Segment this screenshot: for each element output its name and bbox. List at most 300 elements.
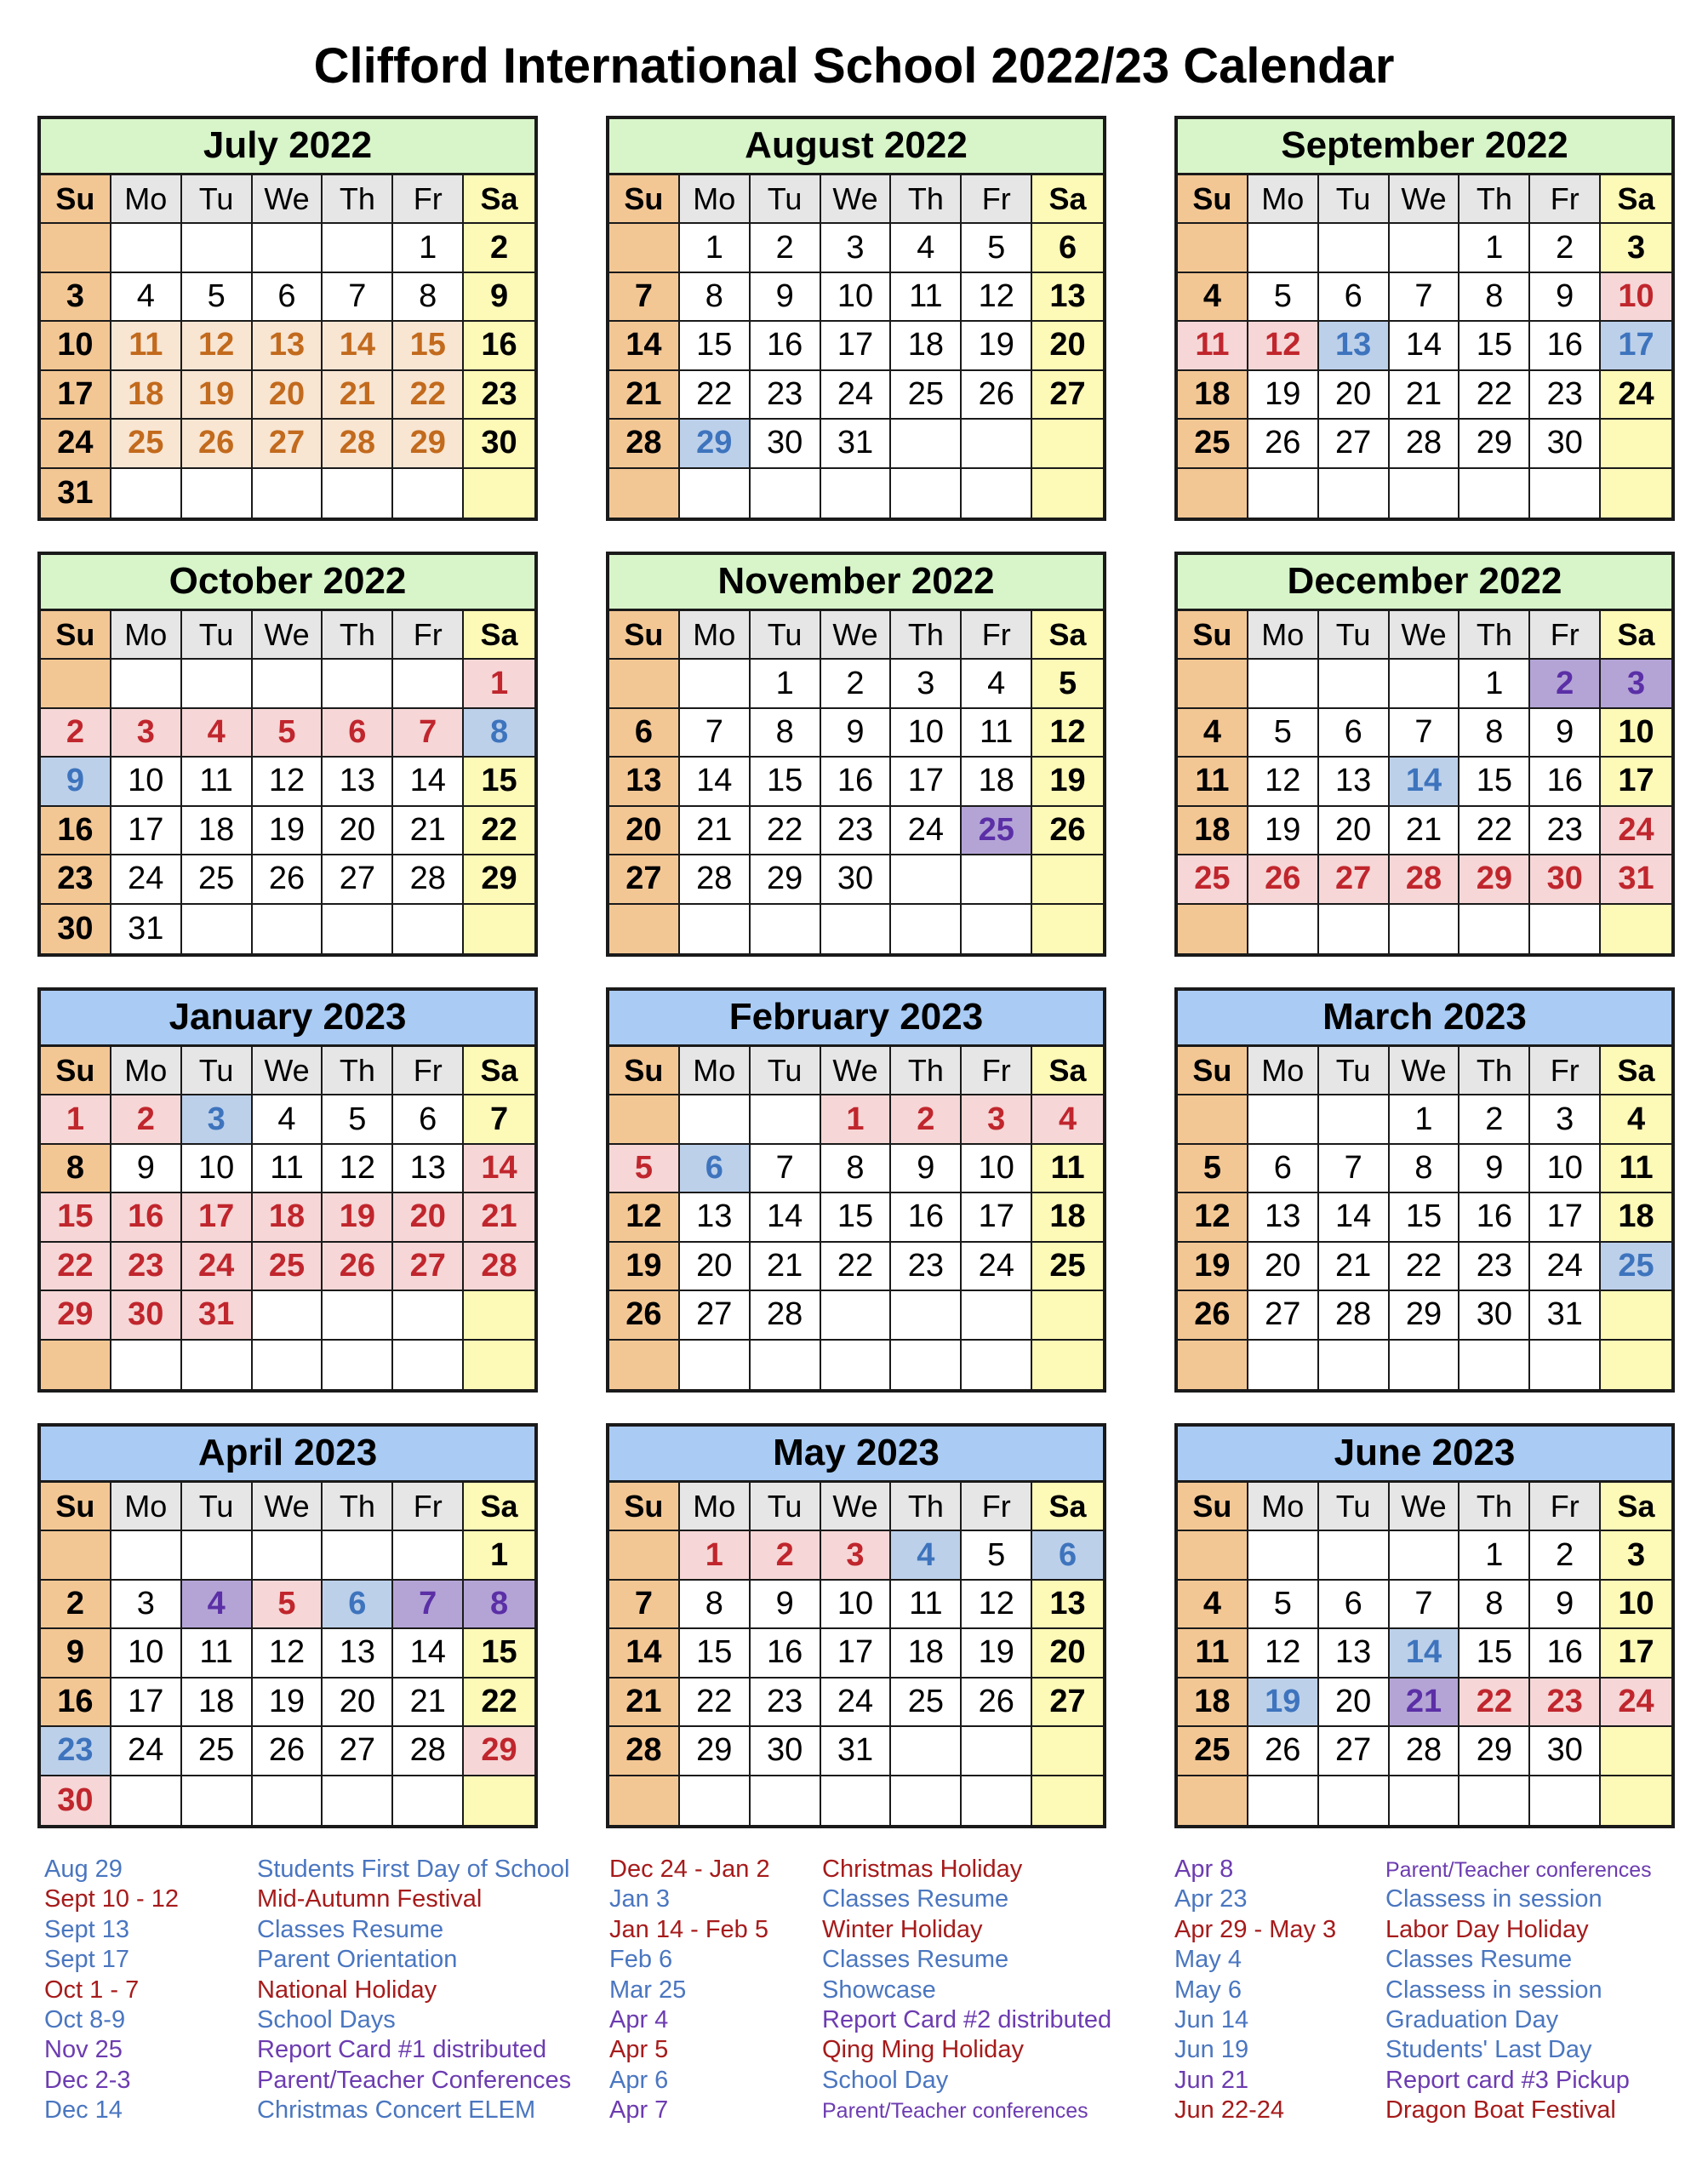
day-cell: 22: [821, 1243, 892, 1291]
weekday-header: Mo: [1248, 1483, 1319, 1531]
weekday-header: Fr: [1530, 611, 1601, 660]
month-days-grid: [609, 1483, 1103, 1825]
day-cell: 19: [1248, 1679, 1319, 1727]
day-cell: 23: [821, 807, 892, 855]
day-cell: 18: [1178, 1679, 1248, 1727]
empty-cell: [962, 1341, 1032, 1389]
empty-cell: [1248, 1531, 1319, 1580]
legend-event: Classess in session: [1385, 1885, 1602, 1913]
day-cell: 30: [41, 1776, 111, 1825]
empty-cell: [41, 1341, 111, 1389]
empty-cell: [182, 660, 253, 708]
weekday-header: Sa: [464, 1047, 534, 1095]
weekday-header: We: [253, 175, 323, 224]
legend-date: Jun 14: [1174, 2006, 1249, 2033]
day-cell: 19: [253, 1679, 323, 1727]
day-cell: 12: [609, 1193, 680, 1242]
day-cell: 25: [111, 420, 182, 468]
day-cell: 21: [393, 1679, 464, 1727]
month-title: April 2023: [41, 1427, 534, 1483]
empty-cell: [1248, 1341, 1319, 1389]
weekday-header: Mo: [111, 1483, 182, 1531]
day-cell: 21: [1390, 371, 1460, 420]
day-cell: 2: [891, 1095, 962, 1144]
month-days-grid: [41, 1047, 534, 1389]
day-cell: 25: [1178, 855, 1248, 904]
day-cell: 27: [323, 1727, 393, 1776]
day-cell: 24: [1601, 807, 1671, 855]
empty-cell: [1032, 855, 1103, 904]
day-cell: 27: [253, 420, 323, 468]
day-cell: 22: [680, 1679, 751, 1727]
day-cell: 20: [323, 807, 393, 855]
day-cell: 13: [1032, 273, 1103, 322]
empty-cell: [891, 905, 962, 953]
empty-cell: [1390, 1776, 1460, 1825]
day-cell: 29: [393, 420, 464, 468]
legend-event: Report Card #2 distributed: [822, 2006, 1112, 2033]
day-cell: 1: [680, 1531, 751, 1580]
empty-cell: [891, 469, 962, 518]
day-cell: 9: [41, 758, 111, 806]
day-cell: 6: [1319, 273, 1390, 322]
month-days-grid: [41, 1483, 534, 1825]
empty-cell: [393, 1341, 464, 1389]
day-cell: 15: [393, 322, 464, 370]
empty-cell: [1390, 1531, 1460, 1580]
day-cell: 11: [253, 1145, 323, 1193]
weekday-header: Fr: [962, 1047, 1032, 1095]
day-cell: 16: [1460, 1193, 1530, 1242]
weekday-header: Th: [891, 175, 962, 224]
legend-date: Jun 22-24: [1174, 2096, 1284, 2125]
empty-cell: [609, 905, 680, 953]
legend-event: Classes Resume: [257, 1915, 444, 1943]
day-cell: 10: [891, 709, 962, 758]
weekday-header: Su: [1178, 1047, 1248, 1095]
day-cell: 15: [680, 1629, 751, 1678]
month-september-2022: [1174, 116, 1675, 521]
weekday-header: Th: [1460, 611, 1530, 660]
day-cell: 9: [751, 1581, 821, 1629]
day-cell: 4: [1178, 273, 1248, 322]
day-cell: 28: [1319, 1291, 1390, 1340]
month-november-2022: [606, 552, 1106, 957]
day-cell: 21: [1390, 1679, 1460, 1727]
legend-date: Apr 5: [609, 2036, 669, 2064]
day-cell: 3: [821, 224, 892, 272]
day-cell: 12: [253, 1629, 323, 1678]
day-cell: 24: [891, 807, 962, 855]
weekday-header: Su: [609, 175, 680, 224]
day-cell: 7: [609, 1581, 680, 1629]
empty-cell: [609, 1776, 680, 1825]
day-cell: 27: [1032, 1679, 1103, 1727]
empty-cell: [1319, 660, 1390, 708]
day-cell: 2: [1530, 660, 1601, 708]
day-cell: 14: [323, 322, 393, 370]
day-cell: 12: [1178, 1193, 1248, 1242]
day-cell: 8: [464, 1581, 534, 1629]
day-cell: 16: [751, 1629, 821, 1678]
legend-date: Nov 25: [44, 2036, 123, 2064]
legend-event: Students First Day of School: [257, 1856, 570, 1883]
day-cell: 4: [891, 224, 962, 272]
weekday-header: Mo: [111, 175, 182, 224]
day-cell: 19: [1178, 1243, 1248, 1291]
day-cell: 4: [111, 273, 182, 322]
day-cell: 28: [323, 420, 393, 468]
day-cell: 9: [1530, 273, 1601, 322]
day-cell: 23: [1530, 371, 1601, 420]
day-cell: 21: [1390, 807, 1460, 855]
empty-cell: [1530, 469, 1601, 518]
empty-cell: [1178, 660, 1248, 708]
weekday-header: We: [821, 611, 892, 660]
day-cell: 17: [821, 322, 892, 370]
weekday-header: Th: [891, 611, 962, 660]
day-cell: 14: [393, 758, 464, 806]
legend-event: School Days: [257, 2006, 396, 2033]
day-cell: 25: [1601, 1243, 1671, 1291]
month-title: September 2022: [1178, 119, 1671, 175]
empty-cell: [1601, 1727, 1671, 1776]
weekday-header: Tu: [751, 175, 821, 224]
empty-cell: [41, 660, 111, 708]
day-cell: 3: [1601, 224, 1671, 272]
legend-date: May 6: [1174, 1976, 1242, 2004]
empty-cell: [393, 905, 464, 953]
day-cell: 22: [464, 1679, 534, 1727]
weekday-header: Th: [323, 175, 393, 224]
legend-event: Parent/Teacher Conferences: [257, 2066, 572, 2094]
empty-cell: [1248, 1776, 1319, 1825]
weekday-header: Sa: [1032, 1047, 1103, 1095]
legend-date: Feb 6: [609, 1946, 673, 1974]
empty-cell: [1601, 1776, 1671, 1825]
month-days-grid: [609, 611, 1103, 953]
day-cell: 12: [182, 322, 253, 370]
legend-date: May 4: [1174, 1946, 1242, 1974]
day-cell: 1: [41, 1095, 111, 1144]
legend-date: Oct 1 - 7: [44, 1976, 140, 2004]
weekday-header: Sa: [1032, 611, 1103, 660]
day-cell: 10: [1601, 1581, 1671, 1629]
empty-cell: [962, 1776, 1032, 1825]
day-cell: 17: [1601, 758, 1671, 806]
empty-cell: [891, 1291, 962, 1340]
day-cell: 15: [41, 1193, 111, 1242]
day-cell: 25: [182, 855, 253, 904]
empty-cell: [751, 905, 821, 953]
weekday-header: Sa: [1601, 1483, 1671, 1531]
weekday-header: Su: [41, 1047, 111, 1095]
day-cell: 22: [1460, 371, 1530, 420]
day-cell: 16: [1530, 1629, 1601, 1678]
day-cell: 20: [253, 371, 323, 420]
day-cell: 30: [821, 855, 892, 904]
legend-event: Parent/Teacher conferences: [822, 2099, 1088, 2124]
day-cell: 10: [111, 758, 182, 806]
weekday-header: Th: [891, 1483, 962, 1531]
day-cell: 3: [111, 1581, 182, 1629]
empty-cell: [1178, 1341, 1248, 1389]
day-cell: 28: [464, 1243, 534, 1291]
day-cell: 7: [393, 709, 464, 758]
weekday-header: Th: [323, 1483, 393, 1531]
day-cell: 8: [680, 273, 751, 322]
day-cell: 16: [111, 1193, 182, 1242]
day-cell: 14: [609, 1629, 680, 1678]
day-cell: 31: [1530, 1291, 1601, 1340]
empty-cell: [111, 1341, 182, 1389]
legend-date: Dec 2-3: [44, 2066, 131, 2094]
day-cell: 20: [1319, 371, 1390, 420]
weekday-header: Th: [323, 1047, 393, 1095]
empty-cell: [393, 469, 464, 518]
empty-cell: [1248, 224, 1319, 272]
empty-cell: [1178, 469, 1248, 518]
day-cell: 5: [962, 224, 1032, 272]
empty-cell: [323, 1291, 393, 1340]
day-cell: 15: [751, 758, 821, 806]
day-cell: 21: [1319, 1243, 1390, 1291]
day-cell: 13: [680, 1193, 751, 1242]
weekday-header: Su: [609, 611, 680, 660]
empty-cell: [464, 1776, 534, 1825]
empty-cell: [609, 660, 680, 708]
day-cell: 21: [680, 807, 751, 855]
legend-date: Oct 8-9: [44, 2006, 126, 2033]
day-cell: 25: [253, 1243, 323, 1291]
day-cell: 3: [1601, 1531, 1671, 1580]
day-cell: 26: [609, 1291, 680, 1340]
month-december-2022: [1174, 552, 1675, 957]
empty-cell: [1601, 469, 1671, 518]
month-title: October 2022: [41, 555, 534, 611]
weekday-header: Tu: [751, 1483, 821, 1531]
day-cell: 20: [323, 1679, 393, 1727]
empty-cell: [1032, 1291, 1103, 1340]
day-cell: 13: [609, 758, 680, 806]
day-cell: 16: [41, 1679, 111, 1727]
weekday-header: We: [253, 1483, 323, 1531]
empty-cell: [393, 1776, 464, 1825]
empty-cell: [680, 905, 751, 953]
day-cell: 17: [1601, 1629, 1671, 1678]
weekday-header: Sa: [1032, 175, 1103, 224]
day-cell: 26: [962, 1679, 1032, 1727]
day-cell: 19: [182, 371, 253, 420]
day-cell: 11: [1178, 758, 1248, 806]
empty-cell: [393, 660, 464, 708]
day-cell: 26: [253, 855, 323, 904]
day-cell: 18: [1601, 1193, 1671, 1242]
legend-event: Classes Resume: [1385, 1946, 1573, 1974]
day-cell: 22: [1460, 807, 1530, 855]
weekday-header: We: [253, 1047, 323, 1095]
day-cell: 9: [751, 273, 821, 322]
day-cell: 10: [962, 1145, 1032, 1193]
legend-date: Sept 13: [44, 1915, 129, 1943]
day-cell: 31: [111, 905, 182, 953]
day-cell: 9: [821, 709, 892, 758]
day-cell: 29: [680, 420, 751, 468]
day-cell: 19: [253, 807, 323, 855]
day-cell: 5: [1248, 1581, 1319, 1629]
day-cell: 18: [253, 1193, 323, 1242]
day-cell: 25: [962, 807, 1032, 855]
day-cell: 11: [111, 322, 182, 370]
empty-cell: [1178, 1776, 1248, 1825]
day-cell: 27: [680, 1291, 751, 1340]
empty-cell: [1601, 1341, 1671, 1389]
day-cell: 16: [821, 758, 892, 806]
day-cell: 19: [1032, 758, 1103, 806]
day-cell: 18: [182, 1679, 253, 1727]
month-days-grid: [1178, 1483, 1671, 1825]
empty-cell: [821, 1291, 892, 1340]
weekday-header: Tu: [182, 1047, 253, 1095]
day-cell: 9: [464, 273, 534, 322]
empty-cell: [323, 905, 393, 953]
empty-cell: [111, 469, 182, 518]
day-cell: 23: [751, 371, 821, 420]
day-cell: 1: [464, 1531, 534, 1580]
day-cell: 20: [1319, 807, 1390, 855]
day-cell: 11: [891, 1581, 962, 1629]
empty-cell: [1460, 1776, 1530, 1825]
month-october-2022: [37, 552, 538, 957]
weekday-header: Fr: [1530, 1047, 1601, 1095]
empty-cell: [1530, 1776, 1601, 1825]
day-cell: 8: [1460, 709, 1530, 758]
empty-cell: [253, 660, 323, 708]
day-cell: 29: [1460, 1727, 1530, 1776]
day-cell: 14: [609, 322, 680, 370]
legend-event: Classes Resume: [822, 1885, 1009, 1913]
empty-cell: [1032, 420, 1103, 468]
empty-cell: [680, 469, 751, 518]
legend-event: National Holiday: [257, 1976, 437, 2004]
day-cell: 12: [1248, 322, 1319, 370]
day-cell: 21: [609, 1679, 680, 1727]
weekday-header: Tu: [1319, 611, 1390, 660]
day-cell: 15: [1460, 1629, 1530, 1678]
weekday-header: Tu: [182, 175, 253, 224]
day-cell: 11: [1178, 1629, 1248, 1678]
weekday-header: Mo: [680, 1047, 751, 1095]
day-cell: 1: [1460, 1531, 1530, 1580]
empty-cell: [609, 1095, 680, 1144]
empty-cell: [1460, 905, 1530, 953]
month-title: December 2022: [1178, 555, 1671, 611]
day-cell: 24: [41, 420, 111, 468]
day-cell: 26: [962, 371, 1032, 420]
day-cell: 28: [393, 855, 464, 904]
day-cell: 28: [609, 1727, 680, 1776]
legend-event: Christmas Concert ELEM: [257, 2096, 536, 2125]
legend-date: Jan 3: [609, 1885, 670, 1913]
day-cell: 8: [751, 709, 821, 758]
day-cell: 7: [1319, 1145, 1390, 1193]
day-cell: 22: [680, 371, 751, 420]
month-title: March 2023: [1178, 991, 1671, 1047]
empty-cell: [1032, 905, 1103, 953]
day-cell: 29: [464, 855, 534, 904]
weekday-header: Su: [1178, 175, 1248, 224]
weekday-header: Th: [1460, 1483, 1530, 1531]
day-cell: 28: [1390, 1727, 1460, 1776]
empty-cell: [1032, 1341, 1103, 1389]
empty-cell: [1530, 1341, 1601, 1389]
weekday-header: Fr: [393, 1047, 464, 1095]
empty-cell: [751, 469, 821, 518]
day-cell: 22: [1390, 1243, 1460, 1291]
day-cell: 15: [1390, 1193, 1460, 1242]
month-days-grid: [1178, 1047, 1671, 1389]
day-cell: 5: [323, 1095, 393, 1144]
day-cell: 18: [1178, 371, 1248, 420]
day-cell: 17: [111, 807, 182, 855]
empty-cell: [1530, 905, 1601, 953]
day-cell: 2: [751, 1531, 821, 1580]
weekday-header: Mo: [1248, 175, 1319, 224]
day-cell: 29: [751, 855, 821, 904]
day-cell: 29: [41, 1291, 111, 1340]
month-title: July 2022: [41, 119, 534, 175]
empty-cell: [182, 1341, 253, 1389]
weekday-header: Su: [609, 1047, 680, 1095]
weekday-header: Sa: [464, 1483, 534, 1531]
day-cell: 8: [821, 1145, 892, 1193]
day-cell: 3: [962, 1095, 1032, 1144]
day-cell: 24: [962, 1243, 1032, 1291]
day-cell: 17: [111, 1679, 182, 1727]
empty-cell: [962, 469, 1032, 518]
weekday-header: We: [1390, 1047, 1460, 1095]
weekday-header: Mo: [680, 175, 751, 224]
month-june-2023: [1174, 1423, 1675, 1828]
day-cell: 6: [1319, 1581, 1390, 1629]
weekday-header: Tu: [1319, 175, 1390, 224]
day-cell: 13: [1032, 1581, 1103, 1629]
day-cell: 4: [1178, 709, 1248, 758]
day-cell: 16: [751, 322, 821, 370]
empty-cell: [1390, 660, 1460, 708]
day-cell: 22: [1460, 1679, 1530, 1727]
day-cell: 16: [1530, 758, 1601, 806]
weekday-header: Su: [41, 611, 111, 660]
empty-cell: [182, 1776, 253, 1825]
day-cell: 19: [1248, 371, 1319, 420]
day-cell: 17: [1601, 322, 1671, 370]
legend-event: Showcase: [822, 1976, 936, 2004]
empty-cell: [1390, 1341, 1460, 1389]
weekday-header: Fr: [1530, 1483, 1601, 1531]
day-cell: 25: [891, 1679, 962, 1727]
day-cell: 12: [962, 273, 1032, 322]
day-cell: 21: [609, 371, 680, 420]
day-cell: 26: [253, 1727, 323, 1776]
empty-cell: [891, 420, 962, 468]
weekday-header: Sa: [1032, 1483, 1103, 1531]
legend-date: Apr 29 - May 3: [1174, 1915, 1337, 1943]
month-title: June 2023: [1178, 1427, 1671, 1483]
day-cell: 18: [182, 807, 253, 855]
empty-cell: [323, 1531, 393, 1580]
empty-cell: [111, 224, 182, 272]
